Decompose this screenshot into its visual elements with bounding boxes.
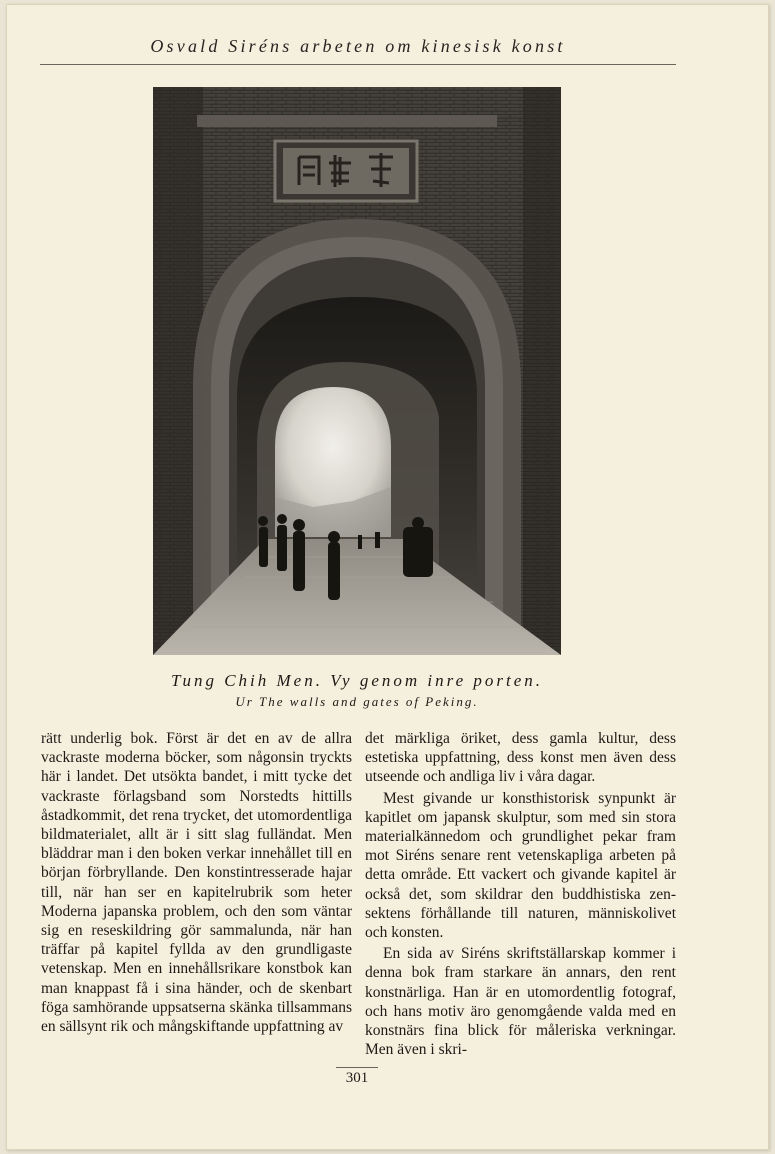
photo-source: Ur The walls and gates of Peking. xyxy=(235,694,479,709)
body-paragraph: rätt underlig bok. Först är det en av de allra vackraste moderna böcker, som någonsin tryckts här i landet. Det utsökta bandet, i mitt tycke det vackraste förlagsband som Norstedts hittills åstadkommit, det rena trycket, det utomordentliga bildmaterialet, allt är i sitt slag fulländat. Men bläddrar man i den boken verkar innehållet till en början förbryllande. Den konstintresserade hajar till, när han ser en kapitelrubrik som heter Moderna japanska problem, och den som väntar sig en reseskildring gör sammalunda, när han träffar på kapitel fyllda av den grundligaste vetenskap. Men en innehållsrikare konstbok kan man knappast få i sina händer, och de skenbart föga samhörande uppsatserna skänka tillsammans en sällsynt rik och mångskiftande uppfattning av xyxy=(41,730,352,1036)
gate-photograph-image xyxy=(153,87,561,655)
body-paragraph: En sida av Siréns skriftställarskap kommer i denna bok fram starkare än annars, den rent konstnärliga. Han är en utomordentlig fotograf, och hans motiv äro genomgående valda med en konstnärs fina blick för måleriska verkningar. Men även i skri- xyxy=(365,945,676,1059)
left-text-column xyxy=(41,729,352,1036)
body-paragraph: det märkliga öriket, dess gamla kultur, dess estetiska uppfattning, dess konst men även dess utseende och andliga liv i våra dagar. xyxy=(365,730,676,786)
body-paragraph: Mest givande ur konsthistorisk synpunkt är kapitlet om japansk skulptur, som med sin stora materialkännedom och grundlighet pekar fram mot Siréns senare rent vetenskapliga arbeten på detta område. Ett vackert och givande kapitel är också det, som skildrar den buddhistiska zen-sektens förhållande till naturen, människolivet och konsten. xyxy=(365,789,676,942)
footer-rule xyxy=(336,1067,378,1068)
photo-caption: Tung Chih Men. Vy genom inre porten. xyxy=(170,671,544,690)
right-text-column xyxy=(365,729,676,1059)
gate-photograph xyxy=(153,87,561,655)
running-head: Osvald Siréns arbeten om kinesisk konst xyxy=(150,36,566,56)
header-rule xyxy=(40,64,676,65)
page-number: 301 xyxy=(345,1070,369,1086)
